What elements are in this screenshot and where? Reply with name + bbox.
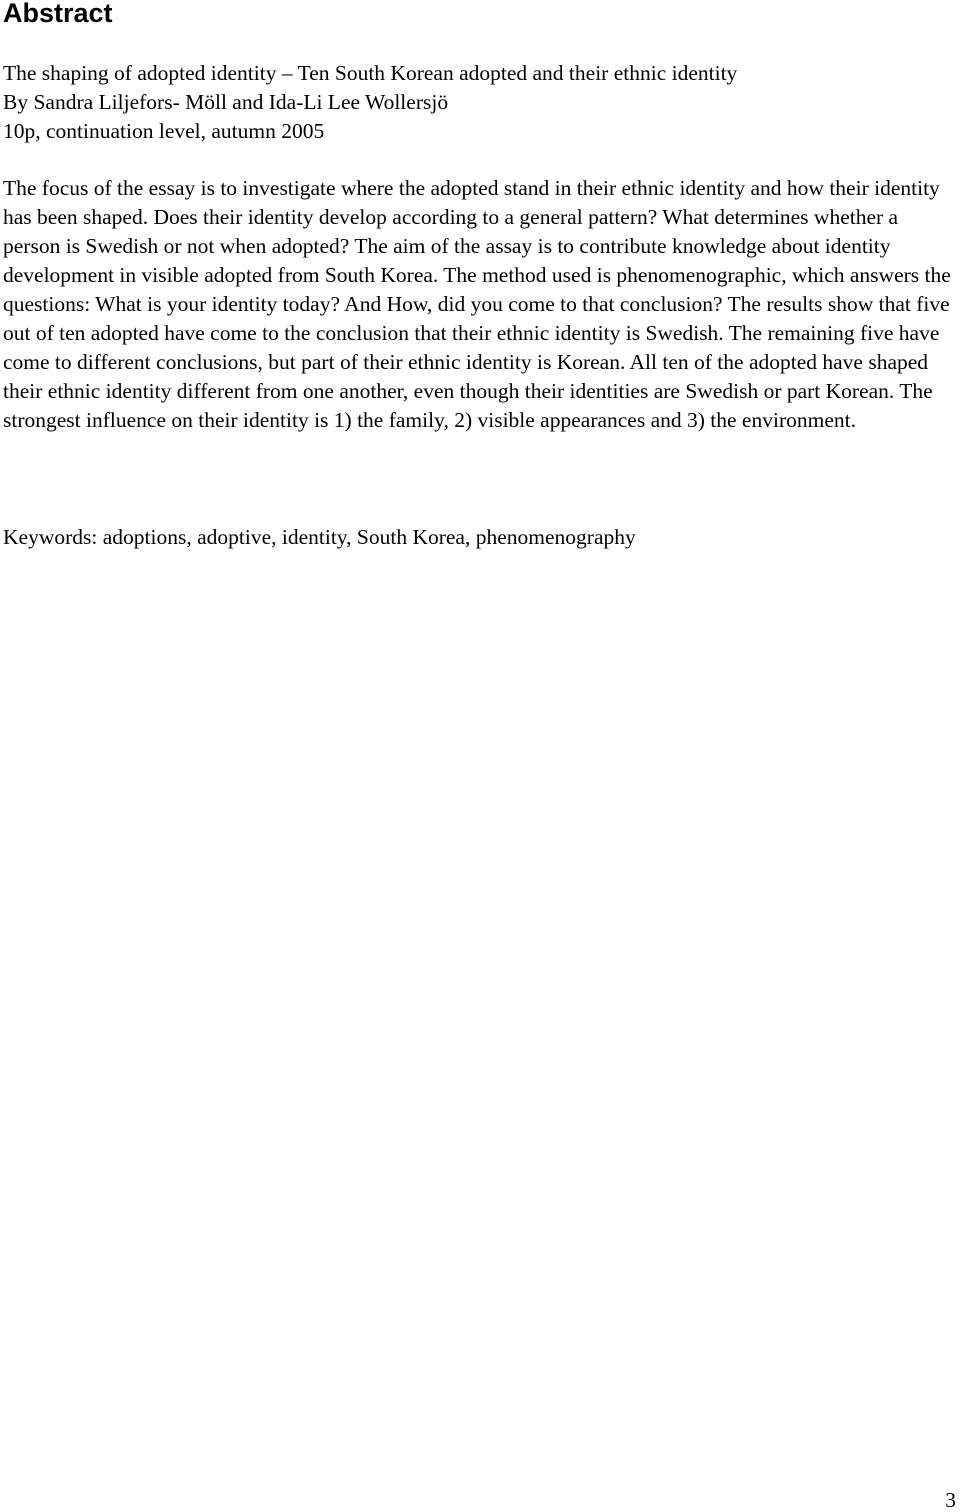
essay-title: The shaping of adopted identity – Ten South Korean adopted and their ethnic identity (3, 61, 738, 85)
abstract-paragraph: The focus of the essay is to investigate where the adopted stand in their ethnic identity and how their identity has been shaped. Does their identity develop according to a general pattern? What determines whether a person is Swedish or not when adopted? The aim of the assay is to contribute knowledge about identity development in visible adopted from South Korea. The method used is phenomenographic, which answers the questions: What is your identity today? And How, did you come to that conclusion? The results show that five out of ten adopted have come to the conclusion that their ethnic identity is Swedish. The remaining five have come to different conclusions, but part of their ethnic identity is Korean. All ten of the adopted have shaped their ethnic identity different from one another, even though their identities are Swedish or part Korean. The strongest influence on their identity is 1) the family, 2) visible appearances and 3) the environment. (3, 176, 951, 432)
essay-course-info: 10p, continuation level, autumn 2005 (3, 119, 325, 143)
page-number: 3 (945, 1488, 956, 1512)
essay-authors: By Sandra Liljefors- Möll and Ida-Li Lee Wollersjö (3, 90, 449, 114)
keywords-line: Keywords: adoptions, adoptive, identity, South Korea, phenomenography (3, 525, 636, 549)
page-heading: Abstract (3, 0, 113, 28)
essay-title-block (3, 59, 953, 146)
